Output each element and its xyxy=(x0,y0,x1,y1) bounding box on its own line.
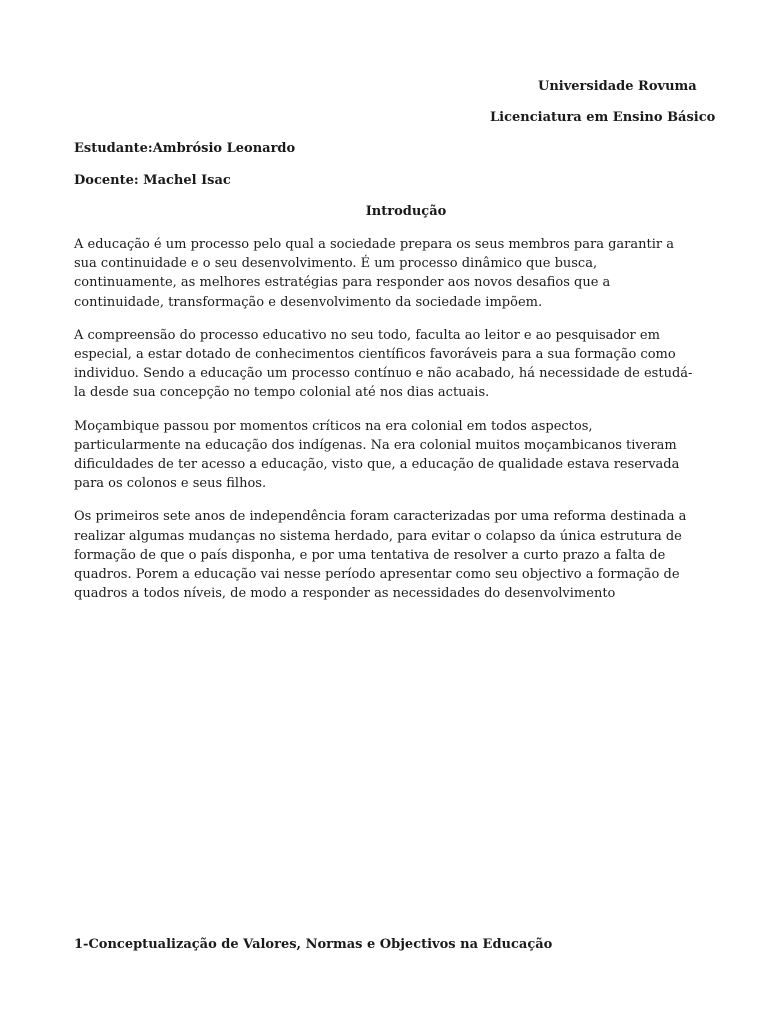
section-heading: 1-Conceptualização de Valores, Normas e Objectivos na Educação xyxy=(74,937,553,952)
degree-name: Licenciatura em Ensino Básico xyxy=(490,110,716,125)
introduction-body xyxy=(74,235,698,617)
university-name: Universidade Rovuma xyxy=(538,79,697,94)
paragraph: Os primeiros sete anos de independência foram caracterizadas por uma reforma destinada a realizar algumas mudanças no sistema herdado, para evitar o colapso da única estrutura de formação de que o país disponha, e por uma tentativa de resolver a curto prazo a falta de quadros. Porem a educação vai nesse período apresentar como seu objectivo a formação de quadros a todos níveis, de modo a responder as necessidades do desenvolvimento xyxy=(74,509,687,602)
teacher-name: Docente: Machel Isac xyxy=(74,173,231,188)
paragraph: A compreensão do processo educativo no seu todo, faculta ao leitor e ao pesquisador em especial, a estar dotado de conhecimentos científicos favoráveis para a sua formação como individuo. Sendo a educação um processo contínuo e não acabado, há necessidade de estudá-la desde sua concepção no tempo colonial até nos dias actuais. xyxy=(74,327,693,401)
introduction-heading: Introdução xyxy=(365,204,447,219)
paragraph: A educação é um processo pelo qual a sociedade prepara os seus membros para garantir a sua continuidade e o seu desenvolvimento. É um processo dinâmico que busca, continuamente, as melhores estratégias para responder aos novos desafios que a continuidade, transformação e desenvolvimento da sociedade impõem. xyxy=(74,237,674,310)
student-name: Estudante:Ambrósio Leonardo xyxy=(74,141,296,156)
paragraph: Moçambique passou por momentos críticos na era colonial em todos aspectos, particularmente na educação dos indígenas. Na era colonial muitos moçambicanos tiveram dificuldades de ter acesso a educação, visto que, a educação de qualidade estava reservada para os colonos e seus filhos. xyxy=(74,418,680,492)
